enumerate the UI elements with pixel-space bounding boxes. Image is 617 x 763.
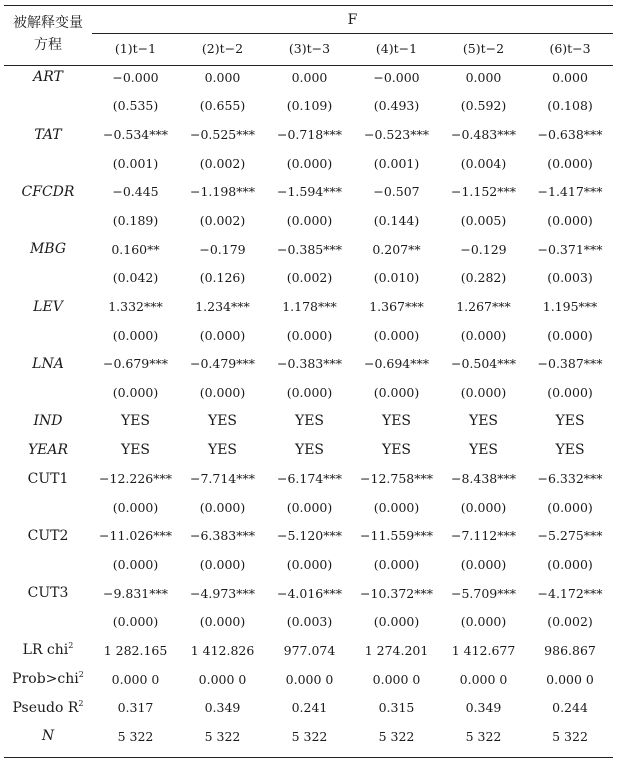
row-label [4,149,92,178]
table-cell: (0.042) [112,270,159,286]
table-row [4,63,613,92]
table-cell: YES [120,413,151,430]
table-cell: (0.000) [199,499,246,515]
column-header: (2)t−2 [201,40,244,56]
table-row [4,407,613,436]
table-cell: −0.483*** [450,127,516,143]
table-cell: 1.367*** [369,299,424,315]
table-cell: −10.372*** [360,585,433,601]
table-cell: −1.152*** [450,184,516,200]
superscript: 2 [68,641,74,651]
row-label: LR chi$^2$ [22,641,74,659]
row-label [4,378,92,407]
table-row [4,436,613,465]
row-label: TAT [34,126,62,143]
table-cell: −1.594*** [276,184,342,200]
table-cell: YES [468,441,499,458]
table-cell: 0.000 [465,69,502,85]
table-cell: −0.523*** [363,127,429,143]
table-cell: −4.016*** [276,585,342,601]
table-cell: 0.349 [204,700,241,716]
row-label: CUT2 [27,527,69,544]
table-cell: 1 274.201 [364,642,429,658]
table-cell: YES [207,413,238,430]
table-cell: −6.383*** [189,528,255,544]
table-row [4,579,613,608]
table-cell: 1.267*** [456,299,511,315]
table-cell: 0.315 [378,700,415,716]
table-cell: YES [381,441,412,458]
table-cell: (0.108) [547,98,593,114]
table-row [4,665,613,694]
row-label: LEV [33,298,63,315]
table-row [4,522,613,551]
table-cell: (0.493) [373,98,420,114]
table-cell: 0.000 [552,69,588,85]
row-label: Pseudo $R^2$ [12,698,84,716]
table-cell: −1.417*** [537,184,603,200]
table-cell: YES [294,441,325,458]
table-cell: (0.000) [286,385,333,401]
row-label: LNA [32,355,64,372]
table-cell: (0.000) [112,614,159,630]
table-cell: −5.275*** [537,528,603,544]
header-row-group [4,6,613,33]
table-cell: 1.195*** [542,299,598,315]
table-cell: (0.002) [199,213,246,229]
table-cell: (0.000) [112,385,159,401]
table-row [4,235,613,264]
table-cell: 986.867 [544,642,596,658]
table-cell: 0.349 [465,700,502,716]
table-row [4,120,613,149]
table-cell: (0.000) [460,385,507,401]
table-cell: −12.758*** [360,471,433,487]
table-cell: −7.714*** [189,471,255,487]
column-header: (1)t−1 [114,40,157,56]
table-cell: 0.207** [372,241,421,257]
table-cell: −9.831*** [102,585,168,601]
table-cell: −0.000 [373,69,420,85]
row-label: CUT3 [27,585,69,602]
table-cell: YES [555,413,585,430]
row-label: N [41,728,55,745]
table-cell: (0.005) [460,213,507,229]
table-cell: 5 322 [291,728,328,744]
table-cell: −6.332*** [537,471,603,487]
table-cell: (0.001) [373,155,420,171]
table-cell: 5 322 [204,728,241,744]
table-cell: (0.000) [112,327,159,343]
table-cell: YES [381,413,412,430]
table-row [4,722,613,751]
column-header: (5)t−2 [462,40,505,56]
row-label [4,206,92,235]
table-cell: −0.525*** [189,127,255,143]
table-cell: −0.504*** [450,356,516,372]
table-cell: 0.244 [552,700,588,716]
table-cell: (0.000) [547,385,593,401]
table-cell: (0.003) [286,614,333,630]
table-cell: 0.000 [291,69,328,85]
row-label [4,550,92,579]
table-cell: −0.638*** [537,127,603,143]
table-cell: (0.004) [460,155,507,171]
table-cell: 5 322 [378,728,415,744]
table-cell: 0.000 0 [111,671,160,687]
table-cell: (0.000) [373,385,420,401]
table-row [4,206,613,235]
row-label: ART [33,69,63,86]
table-cell: −0.383*** [276,356,342,372]
table-cell: −4.973*** [189,585,255,601]
table-cell: YES [294,413,325,430]
table-cell: YES [207,441,238,458]
table-cell: (0.000) [547,155,593,171]
table-cell: −6.174*** [276,471,342,487]
row-label: YEAR [27,441,69,458]
table-cell: (0.000) [460,556,507,572]
table-cell: −12.226*** [99,471,172,487]
table-cell: YES [468,413,499,430]
table-cell: 1.234*** [195,299,250,315]
table-row [4,693,613,722]
table-row [4,464,613,493]
table-cell: (0.000) [199,327,246,343]
superscript: 2 [78,698,84,708]
table-cell: YES [555,441,585,458]
table-cell: −5.120*** [276,528,342,544]
row-label [4,321,92,350]
table-cell: −0.371*** [537,241,603,257]
equation-label: 方程 [34,36,62,53]
table-cell: (0.655) [199,98,246,114]
table-cell: (0.000) [199,614,246,630]
table-cell: −8.438*** [450,471,516,487]
table-cell: −0.387*** [537,356,603,372]
table-cell: 977.074 [283,642,336,658]
table-cell: (0.001) [112,155,159,171]
table-cell: (0.000) [373,327,420,343]
table-row [4,264,613,293]
table-cell: −0.179 [199,241,246,257]
group-label: F [347,11,358,28]
table-cell: 0.317 [117,700,154,716]
table-cell: −11.026*** [99,528,172,544]
table-cell: (0.000) [373,614,420,630]
table-row [4,607,613,636]
table-cell: (0.535) [112,98,159,114]
table-cell: (0.003) [547,270,593,286]
table-cell: 5 322 [465,728,502,744]
table-cell: (0.000) [547,327,593,343]
table-cell: 1.178*** [282,299,337,315]
table-cell: −0.129 [460,241,507,257]
row-label [4,92,92,121]
table-cell: 0.000 0 [198,671,247,687]
table-cell: 5 322 [117,728,154,744]
table-cell: −0.385*** [276,241,342,257]
table-cell: −5.709*** [450,585,516,601]
table-cell: (0.000) [460,499,507,515]
table-cell: 0.000 [204,69,241,85]
table-cell: (0.000) [286,556,333,572]
table-cell: (0.109) [286,98,333,114]
table-cell: (0.000) [112,556,159,572]
table-cell: −0.479*** [189,356,255,372]
table-cell: 0.000 0 [285,671,334,687]
table-cell: −0.718*** [276,127,342,143]
table-row [4,149,613,178]
table-cell: (0.002) [199,155,246,171]
table-cell: −11.559*** [360,528,433,544]
table-row [4,636,613,665]
table-cell: (0.000) [286,213,333,229]
table-row [4,378,613,407]
row-label: IND [33,413,63,430]
header-row-columns [4,33,613,63]
table-cell: −0.507 [373,184,420,200]
table-row [4,178,613,207]
row-label: MBG [29,241,67,258]
column-header: (4)t−1 [375,40,418,56]
table-cell: (0.000) [460,614,507,630]
table-cell: (0.002) [286,270,333,286]
table-cell: 0.241 [291,700,328,716]
row-label [4,607,92,636]
table-cell: (0.000) [199,556,246,572]
table-cell: −4.172*** [537,585,603,601]
table-cell: (0.000) [547,556,593,572]
table-cell: (0.000) [373,499,420,515]
table-cell: 1.332*** [108,299,163,315]
table-cell: (0.000) [460,327,507,343]
table-cell: (0.144) [373,213,420,229]
table-cell: 0.000 0 [459,671,508,687]
table-cell: (0.000) [112,499,159,515]
table-cell: (0.000) [547,213,593,229]
table-cell: YES [120,441,151,458]
table-cell: 1 412.677 [451,642,516,658]
table-cell: (0.002) [547,614,593,630]
table-row [4,292,613,321]
dependent-variable-header [4,6,92,63]
table-cell: −0.679*** [102,356,168,372]
table-cell: −7.112*** [450,528,516,544]
table-row [4,493,613,522]
row-label: CFCDR [21,183,75,200]
table-cell: −1.198*** [189,184,255,200]
row-label: Prob>chi$^2$ [12,670,84,688]
table-cell: (0.010) [373,270,420,286]
table-cell: 0.000 0 [546,671,594,687]
table-cell: (0.000) [373,556,420,572]
table-cell: (0.189) [112,213,159,229]
bottom-rule [4,757,613,758]
column-header: (6)t−3 [549,40,591,56]
row-label [4,264,92,293]
table-cell: (0.592) [460,98,507,114]
table-cell: (0.282) [460,270,507,286]
table-cell: −0.000 [112,69,159,85]
table-cell: (0.000) [286,499,333,515]
column-header: (3)t−3 [288,40,331,56]
table-row [4,550,613,579]
table-cell: 5 322 [552,728,588,744]
table-cell: 0.160** [111,241,160,257]
table-cell: (0.126) [199,270,246,286]
table-row [4,92,613,121]
table-cell: −0.534*** [102,127,168,143]
table-cell: 1 412.826 [190,642,255,658]
regression-table [4,6,613,751]
table-cell: (0.000) [286,155,333,171]
table-row [4,321,613,350]
dv-label: 被解释变量 [13,14,83,31]
table-cell: (0.000) [199,385,246,401]
table-cell: (0.000) [286,327,333,343]
table-cell: (0.000) [547,499,593,515]
superscript: 2 [78,670,84,680]
row-label: CUT1 [27,470,69,487]
table-cell: −0.445 [112,184,159,200]
table-row [4,350,613,379]
row-label [4,493,92,522]
table-cell: 0.000 0 [372,671,421,687]
table-cell: 1 282.165 [103,642,168,658]
table-cell: −0.694*** [363,356,429,372]
